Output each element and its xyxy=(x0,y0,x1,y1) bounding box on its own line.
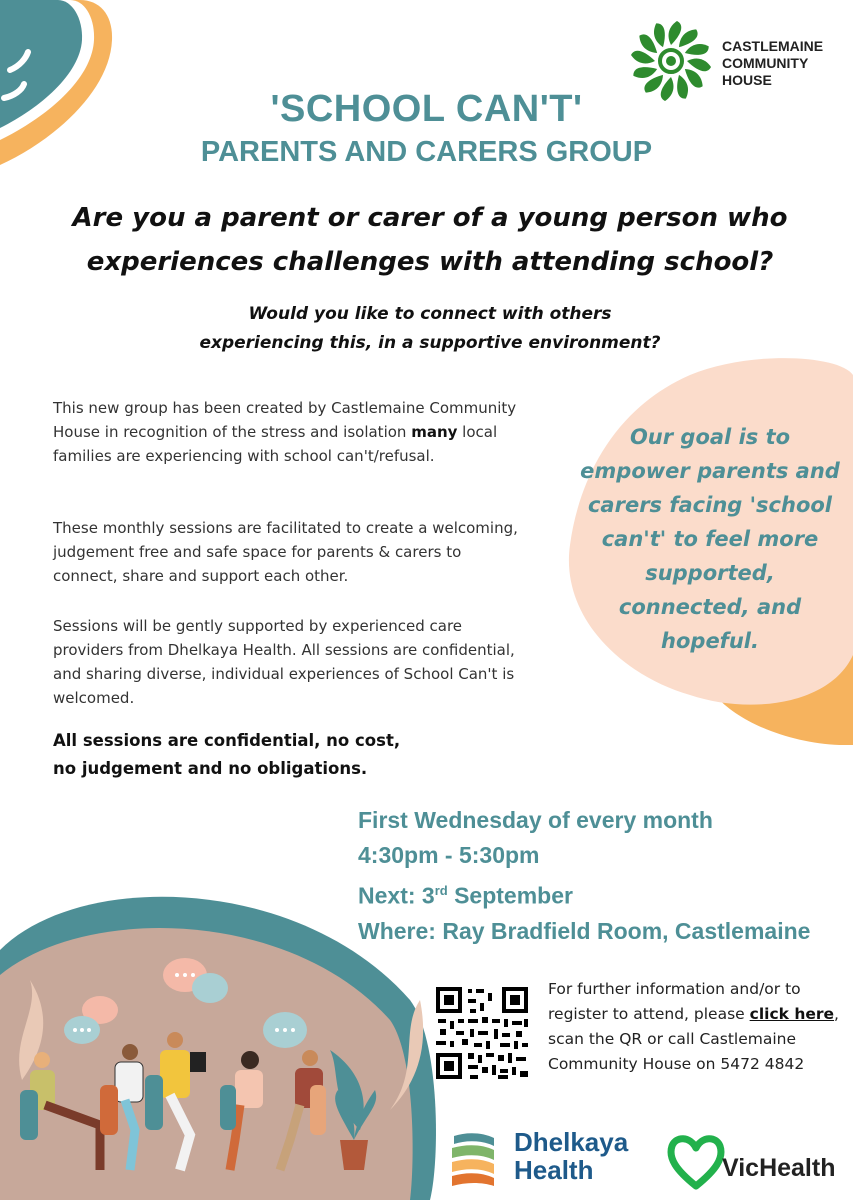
body-paragraph-1-start: This new group has been created by Castlemaine Community House in recognition of the stress and isolation xyxy=(53,399,517,441)
vichealth-heart-icon xyxy=(666,1132,726,1190)
click-here-link[interactable]: click here xyxy=(749,1005,835,1023)
schedule-where: Where: Ray Bradfield Room, Castlemaine xyxy=(358,917,811,944)
logo-line-2: COMMUNITY xyxy=(722,55,809,71)
bold-statement-line-1: All sessions are confidential, no cost, xyxy=(53,731,401,750)
vichealth-name: VicHealth xyxy=(722,1154,836,1182)
logo-line-3: HOUSE xyxy=(722,72,772,88)
dhelkaya-name: Dhelkaya xyxy=(514,1127,629,1157)
body-paragraph-3: Sessions will be gently supported by experienced care providers from Dhelkaya Health. All sessions are confidential, and sharing diverse, individual experiences of School Can't is welcomed. xyxy=(53,617,515,707)
body-paragraph-1-emphasis: many xyxy=(411,423,458,441)
dhelkaya-health-word: Health xyxy=(514,1155,594,1185)
support-group-illustration xyxy=(0,880,440,1200)
dhelkaya-wave-icon xyxy=(448,1132,498,1188)
subheadline-question xyxy=(120,300,740,358)
schedule-next-suffix: September xyxy=(447,882,573,909)
vichealth-logo xyxy=(666,1132,846,1192)
schedule-next-sup: rd xyxy=(434,883,448,898)
page-subtitle: PARENTS AND CARERS GROUP xyxy=(200,136,653,168)
bold-statement xyxy=(53,727,523,783)
bold-statement-line-2: no judgement and no obligations. xyxy=(53,759,368,778)
body-paragraph-2: These monthly sessions are facilitated to create a welcoming, judgement free and safe space for parents & carers to connect, share and support each other. xyxy=(53,519,518,585)
headline-line-1: Are you a parent or carer of a young person who xyxy=(72,203,788,233)
dhelkaya-health-logo xyxy=(448,1128,648,1192)
contact-text-end: , scan the QR or call Castlemaine Community House on 5472 4842 xyxy=(548,1005,839,1073)
headline-question xyxy=(20,196,840,284)
schedule-time: 4:30pm - 5:30pm xyxy=(358,842,540,868)
qr-code-icon[interactable] xyxy=(434,985,530,1081)
subheadline-line-1: Would you like to connect with others xyxy=(248,304,612,324)
headline-line-2: experiences challenges with attending school? xyxy=(86,247,774,277)
contact-information xyxy=(548,977,843,1077)
body-paragraph-1-end: local families are experiencing with school can't/refusal. xyxy=(53,423,498,465)
goal-statement: Our goal is to empower parents and carers facing 'school can't' to feel more supported, connected, and hopeful. xyxy=(580,425,840,653)
logo-line-1: CASTLEMAINE xyxy=(722,38,824,54)
subheadline-line-2: experiencing this, in a supportive environment? xyxy=(199,333,661,353)
page-title: 'SCHOOL CAN'T' xyxy=(270,88,583,130)
schedule-when: First Wednesday of every month xyxy=(358,807,713,833)
schedule-next-prefix: Next: 3 xyxy=(358,882,435,909)
body-paragraph-1 xyxy=(53,396,523,468)
contact-text-start: For further information and/or to register to attend, please xyxy=(548,980,801,1023)
